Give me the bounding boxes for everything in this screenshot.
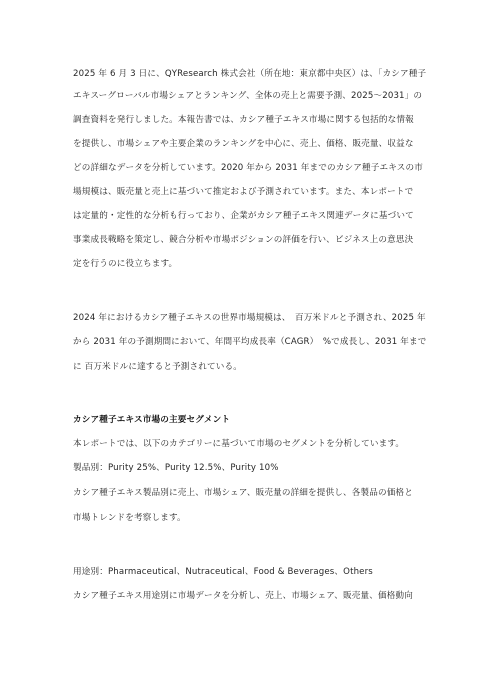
paragraph-line: どの詳細なデータを分析しています。2020 年から 2031 年までのカシア種子エキスの市 (73, 163, 424, 173)
paragraph-line: エキスーグローバル市場シェアとランキング、全体の売上と需要予測、2025～2031」の (73, 91, 423, 101)
segment-intro: 本レポートでは、以下のカテゴリーに基づいて市場のセグメントを分析しています。 (73, 439, 405, 449)
application-description-line: カシア種子エキス用途別に市場データを分析し、売上、市場シェア、販売量、価格動向 (73, 591, 413, 601)
paragraph-line: に 百万米ドルに達すると予測されている。 (73, 362, 243, 372)
paragraph-line: 2024 年におけるカシア種子エキスの世界市場規模は、 百万米ドルと予測され、2025 年 (73, 313, 426, 323)
product-description-line: カシア種子エキス製品別に売上、市場シェア、販売量の詳細を提供し、各製品の価格と (73, 488, 413, 498)
paragraph-line: 調査資料を発行しました。本報告書では、カシア種子エキス市場に関する包括的な情報 (73, 115, 414, 125)
paragraph-line: 場規模は、販売量と売上に基づいて推定および予測されています。また、本レポートで (73, 187, 414, 197)
paragraph-line: から 2031 年の予測期間において、年間平均成長率（CAGR） %で成長し、2031 年まで (73, 337, 427, 347)
product-description-line: 市場トレンドを考察します。 (73, 513, 186, 523)
product-segment: 製品別：Purity 25%、Purity 12.5%、Purity 10% (73, 463, 279, 473)
paragraph-line: は定量的・定性的な分析も行っており、企業がカシア種子エキス関連データに基づいて (73, 211, 414, 221)
paragraph-line: を提供し、市場シェアや主要企業のランキングを中心に、売上、価格、販売量、収益な (73, 139, 414, 149)
application-segment: 用途別：Pharmaceutical、Nutraceutical、Food & Beverages、Others (73, 567, 373, 577)
paragraph-line: 定を行うのに役立ちます。 (73, 259, 178, 269)
section-heading: カシア種子エキス市場の主要セグメント (73, 415, 231, 425)
paragraph-line: 2025 年 6 月 3 日に、QYResearch 株式会社（所在地：東京都中央区）は、「カシア種子 (73, 69, 427, 79)
paragraph-line: 事業成長戦略を策定し、競合分析や市場ポジションの評価を行い、ビジネス上の意思決 (73, 235, 414, 245)
